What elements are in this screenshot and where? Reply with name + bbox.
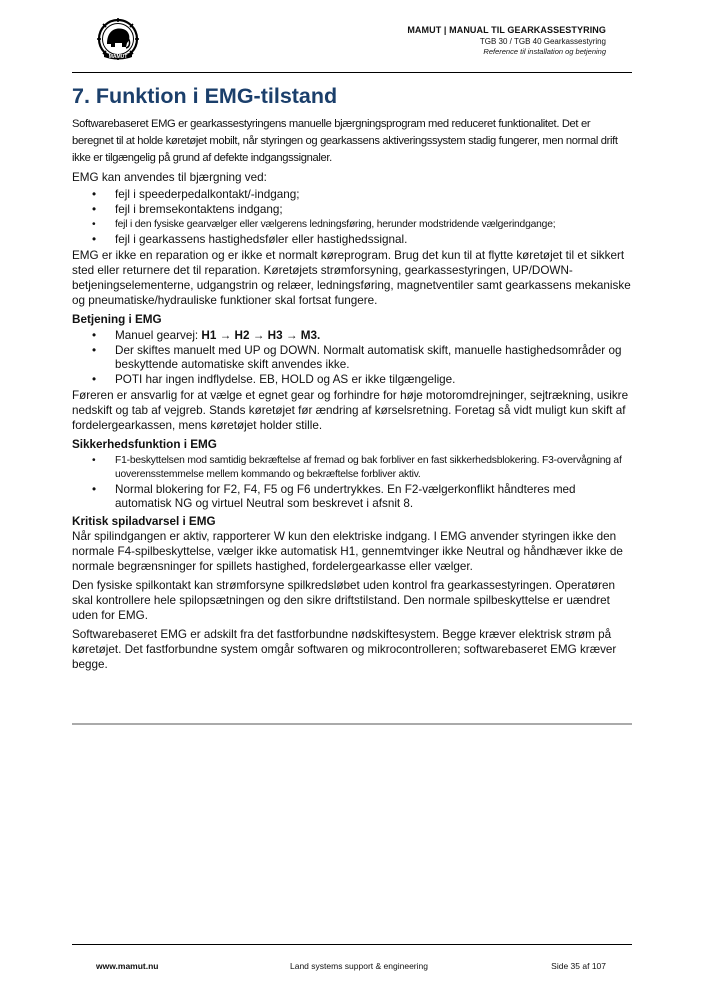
- safety-heading: Sikkerhedsfunktion i EMG: [72, 438, 217, 451]
- list-item-gear-path: [72, 329, 632, 343]
- use-lead: EMG kan anvendes til bjærgning ved:: [72, 171, 267, 184]
- winch-paragraph-1: Når spilindgangen er aktiv, rapporterer W kun den elektriske indgang. I EMG anvender styringen ikke den normale F4-spilbeskyttelse, vælger ikke automatisk H1, gennemtvinger ikke Neutral og håndhæver ikke de normale begrænsninger for spillets hastighed, fordelergearkasse eller vælger.: [72, 530, 623, 573]
- safety-list: [72, 454, 632, 511]
- operation-heading: Betjening i EMG: [72, 313, 162, 326]
- page-content: [72, 82, 632, 672]
- section-title: 7. Funktion i EMG-tilstand: [72, 84, 338, 108]
- list-item: • F1-beskyttelsen mod samtidig bekræftelse af fremad og bak forbliver en fast sikkerhedsblokering. F3-overvågning af uoverensstemmelse mellem kommando og bekræftelse forbliver aktiv.: [72, 454, 632, 482]
- gear-path-label: Manuel gearvej:: [115, 329, 202, 342]
- footer-tagline: Land systems support & engineering: [290, 961, 428, 971]
- operation-list: [72, 329, 632, 387]
- list-item: • fejl i gearkassens hastighedsføler eller hastighedssignal.: [72, 233, 632, 247]
- intro-paragraph: Softwarebaseret EMG er gearkassestyringens manuelle bjærgningsprogram med reduceret funktionalitet. Det er beregnet til at holde køretøjet mobilt, når styringen og gearkassens aktiveringssystem stadig fungerer, men normal drift ikke er tilgængelig på grund af defekte indgangssignaler.: [72, 118, 618, 164]
- header-title: MAMUT | MANUAL TIL GEARKASSESTYRING: [407, 25, 606, 35]
- header-subtitle: TGB 30 / TGB 40 Gearkassestyring: [479, 37, 606, 46]
- list-item: • Normal blokering for F2, F4, F5 og F6 undertrykkes. En F2-vælgerkonflikt håndteres med automatisk NG og virtuel Neutral som beskrevet i afsnit 8.: [72, 483, 632, 511]
- driver-paragraph: Føreren er ansvarlig for at vælge et egnet gear og forhindre for høje motoromdrejninger, sejtrækning, usikre nedskift og tab af vejgreb. Stands køretøjet før ændring af kørselsretning. Foretag så vidt muligt kun skift af fordelergearkassen, mens køretøjet holder stille.: [72, 389, 629, 432]
- list-item: • Der skiftes manuelt med UP og DOWN. Normalt automatisk skift, manuelle hastighedsområder og beskyttende automatiske skift anvendes ikke.: [72, 344, 632, 372]
- list-item: • fejl i den fysiske gearvælger eller vælgerens ledningsføring, herunder modstridende vælgerindgange;: [72, 218, 632, 232]
- logo-wordmark: MAMUT: [108, 54, 128, 60]
- repair-paragraph: EMG er ikke en reparation og er ikke et normalt køreprogram. Brug det kun til at flytte køretøjet til et sikkert sted eller returnere det til reparation. Køretøjets strømforsyning, gearkassestyringen, UP/DOWN-betjeningselementerne, udgangstrin og relæer, ledningsføring, magnetventiler samt gearkassens mekaniske og pneumatiske/hydrauliske funktioner skal fortsat fungere.: [72, 249, 631, 307]
- footer-divider: [72, 944, 632, 945]
- list-item: • fejl i speederpedalkontakt/-indgang;: [72, 188, 632, 202]
- list-item: • fejl i bremsekontaktens indgang;: [72, 203, 632, 217]
- gear-path-value: H1 → H2 → H3 → M3.: [201, 329, 321, 342]
- header-divider: [72, 72, 632, 73]
- header-reference: Reference til installation og betjening: [483, 47, 606, 56]
- winch-paragraph-3: Softwarebaseret EMG er adskilt fra det fastforbundne nødskiftesystem. Begge kræver elektrisk strøm på køretøjet. Det fastforbundne system omgår softwaren og mikrocontrolleren; softwarebaseret EMG kræver begge.: [72, 628, 617, 671]
- content-end-divider: [72, 723, 632, 725]
- footer-page-number: Side 35 af 107: [551, 961, 606, 971]
- list-item: • POTI har ingen indflydelse. EB, HOLD og AS er ikke tilgængelige.: [72, 373, 632, 387]
- winch-paragraph-2: Den fysiske spilkontakt kan strømforsyne spilkredsløbet uden kontrol fra gearkassestyringen. Operatøren skal kontrollere hele spilopsætningen og den sikre driftstilstand. Den normale spilbeskyttelse er uændret uden for EMG.: [72, 579, 616, 622]
- footer-website-link[interactable]: www.mamut.nu: [96, 961, 159, 971]
- mamut-logo: [93, 17, 143, 63]
- page-header: [407, 25, 606, 57]
- winch-heading: Kritisk spiladvarsel i EMG: [72, 515, 216, 528]
- use-list: [72, 188, 632, 247]
